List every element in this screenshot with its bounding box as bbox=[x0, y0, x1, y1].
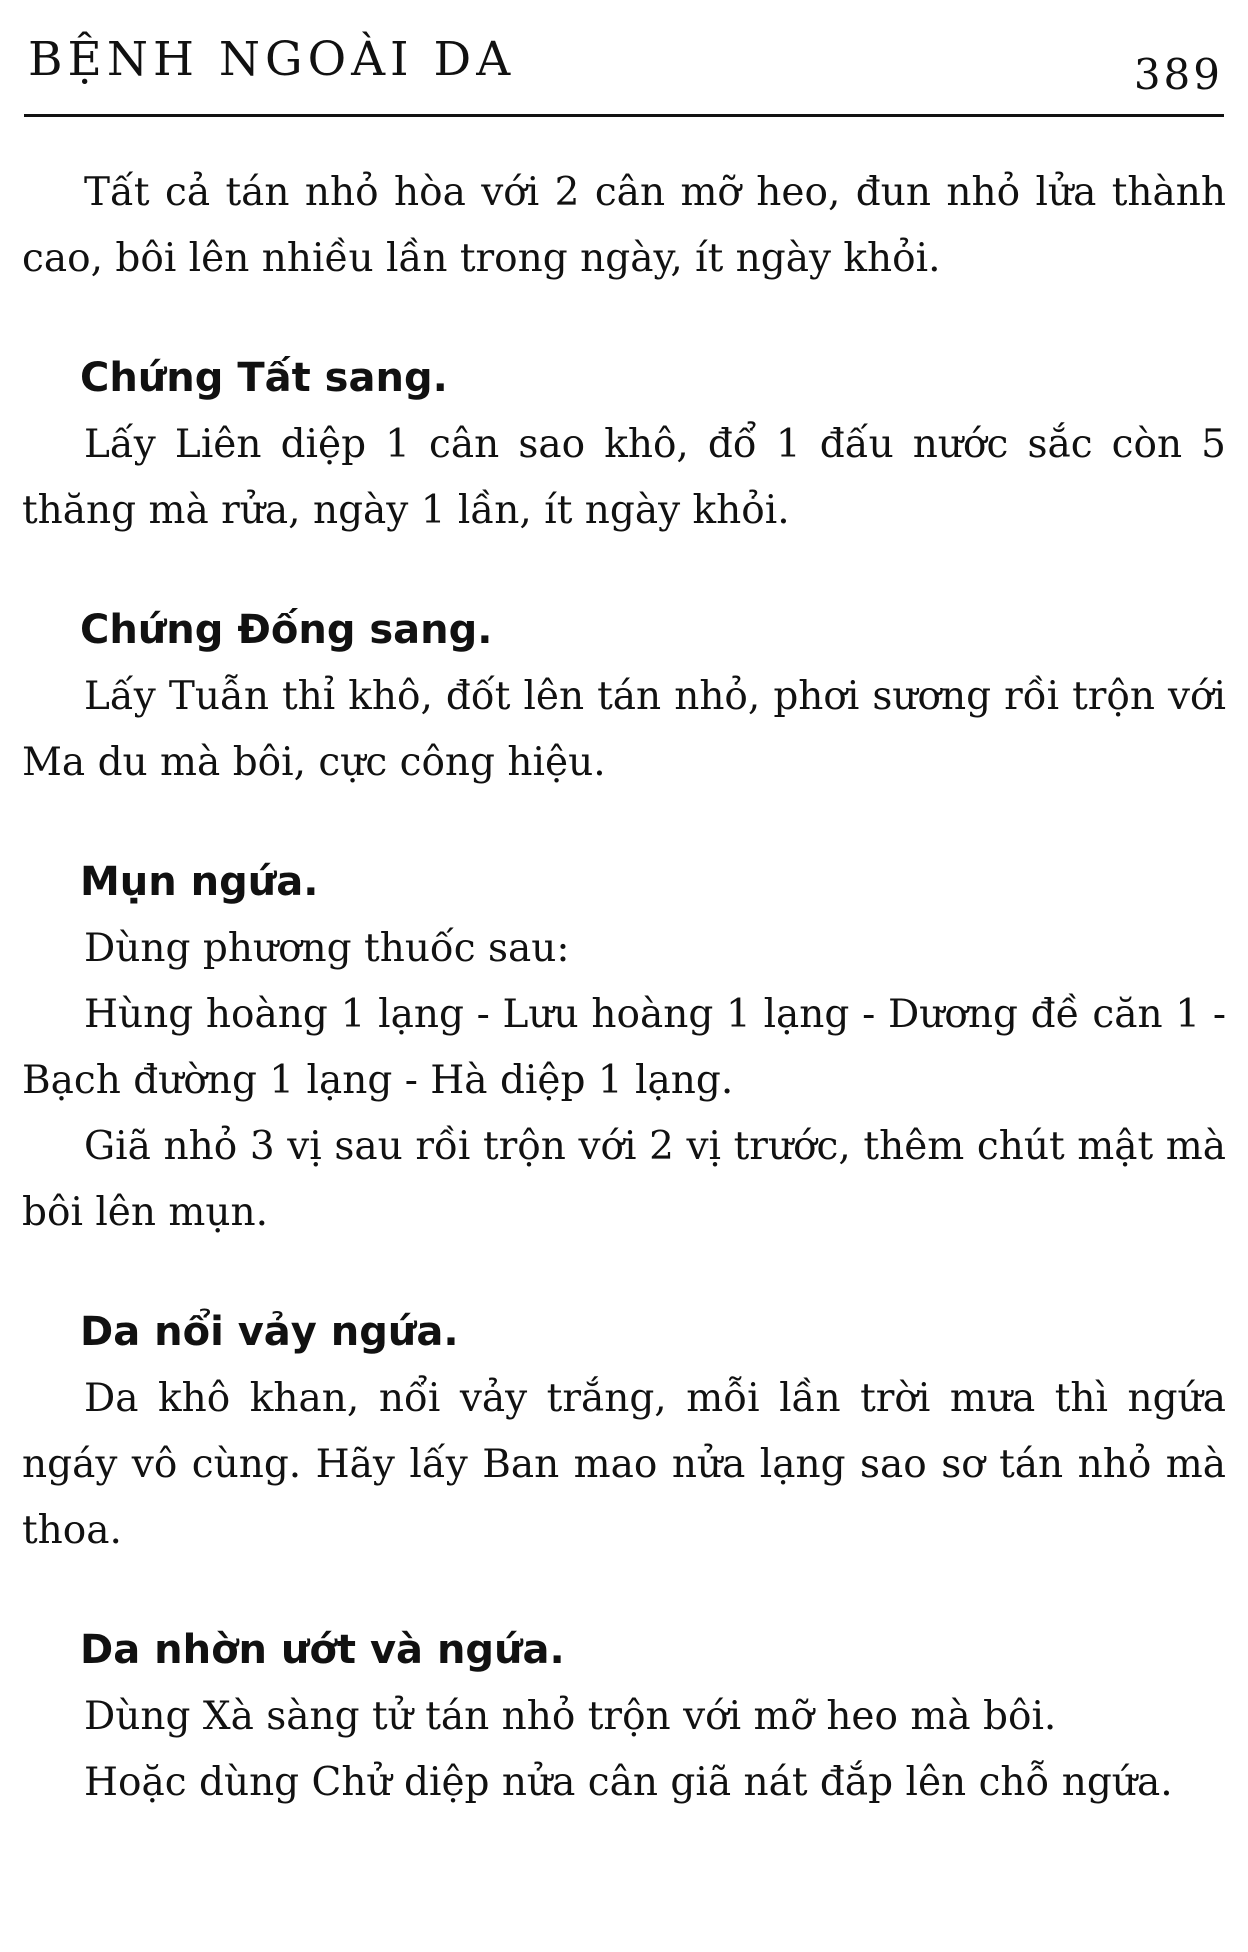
section-paragraph: Hoặc dùng Chử diệp nửa cân giã nát đắp lên chỗ ngứa. bbox=[84, 1760, 1173, 1805]
page-number: 389 bbox=[1133, 50, 1223, 99]
section-paragraph: Lấy Tuẫn thỉ khô, đốt lên tán nhỏ, phơi sương rồi trộn với Ma du mà bôi, cực công hiệu. bbox=[22, 674, 1226, 785]
section-heading: Da nhờn ướt và ngứa. bbox=[80, 1627, 565, 1673]
section-paragraph: Giã nhỏ 3 vị sau rồi trộn với 2 vị trước, thêm chút mật mà bôi lên mụn. bbox=[22, 1124, 1226, 1235]
section-paragraph: Lấy Liên diệp 1 cân sao khô, đổ 1 đấu nước sắc còn 5 thăng mà rửa, ngày 1 lần, ít ngày khỏi. bbox=[22, 422, 1226, 533]
section-paragraph: Dùng Xà sàng tử tán nhỏ trộn với mỡ heo mà bôi. bbox=[84, 1694, 1057, 1739]
section-da-nhon-uot-va-ngua bbox=[0, 1616, 1248, 1816]
section-heading: Da nổi vảy ngứa. bbox=[80, 1309, 459, 1355]
header-rule bbox=[24, 114, 1224, 117]
running-head: BỆNH NGOÀI DA bbox=[28, 32, 516, 87]
page-header bbox=[28, 30, 1223, 99]
section-tat-sang bbox=[0, 344, 1248, 544]
section-heading: Chứng Đống sang. bbox=[80, 607, 493, 653]
section-paragraph: Hùng hoàng 1 lạng - Lưu hoàng 1 lạng - Dương đề căn 1 - Bạch đường 1 lạng - Hà diệp 1 lạng. bbox=[22, 992, 1226, 1103]
section-paragraph: Da khô khan, nổi vảy trắng, mỗi lần trời mưa thì ngứa ngáy vô cùng. Hãy lấy Ban mao nửa lạng sao sơ tán nhỏ mà thoa. bbox=[22, 1376, 1226, 1553]
section-dong-sang bbox=[0, 596, 1248, 796]
page-body bbox=[0, 160, 1248, 1816]
section-heading: Chứng Tất sang. bbox=[80, 355, 448, 401]
intro-paragraph: Tất cả tán nhỏ hòa với 2 cân mỡ heo, đun nhỏ lửa thành cao, bôi lên nhiều lần trong ngày, ít ngày khỏi. bbox=[22, 170, 1226, 281]
section-heading: Mụn ngứa. bbox=[80, 859, 319, 905]
section-mun-ngua bbox=[0, 848, 1248, 1246]
section-paragraph: Dùng phương thuốc sau: bbox=[84, 926, 570, 971]
section-da-noi-vay-ngua bbox=[0, 1298, 1248, 1564]
